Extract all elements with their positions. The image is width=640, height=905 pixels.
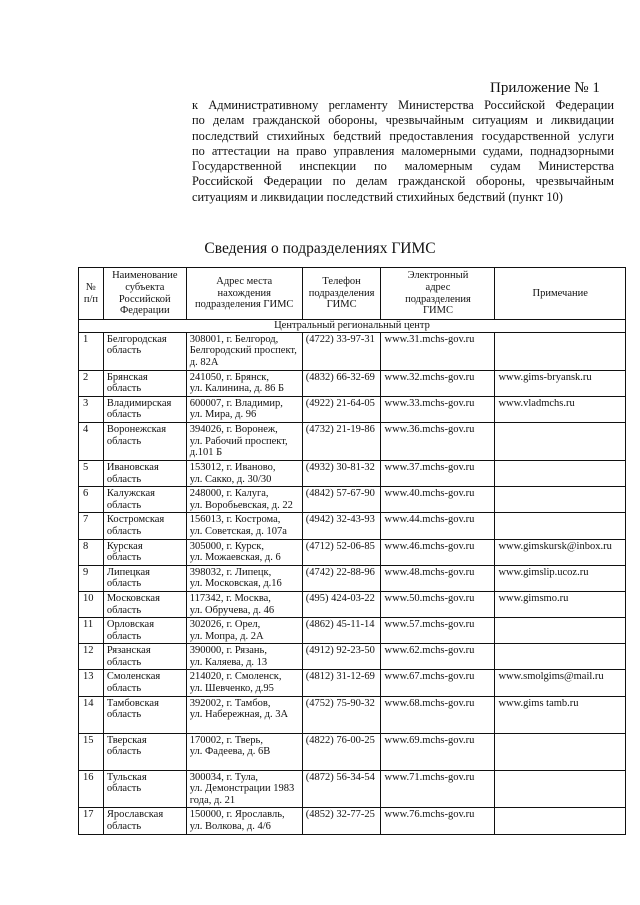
unit-phone: (495) 424-03-22 [302, 591, 381, 617]
unit-note: www.gims tamb.ru [495, 696, 626, 733]
subject-name: Курская область [103, 539, 186, 565]
unit-address: 150000, г. Ярославль, ул. Волкова, д. 4/6 [186, 808, 302, 834]
subject-name: Костромская область [103, 513, 186, 539]
unit-note: www.gimsmo.ru [495, 591, 626, 617]
subject-name: Владимирская область [103, 396, 186, 422]
unit-address: 305000, г. Курск, ул. Можаевская, д. 6 [186, 539, 302, 565]
row-number: 12 [79, 644, 104, 670]
unit-note [495, 460, 626, 486]
header-note: Примечание [495, 268, 626, 320]
regulation-line: ситуациям и ликвидации последствий стихийных бедствий (пункт 10) [192, 189, 563, 204]
table-row [79, 808, 626, 834]
table-row [79, 696, 626, 733]
unit-email: www.48.mchs-gov.ru [381, 565, 495, 591]
row-number: 6 [79, 487, 104, 513]
unit-phone: (4822) 76-00-25 [302, 733, 381, 770]
unit-address: 248000, г. Калуга, ул. Воробьевская, д. 22 [186, 487, 302, 513]
unit-address: 300034, г. Тула, ул. Демонстрации 1983 года, д. 21 [186, 770, 302, 808]
table-header-row [79, 268, 626, 320]
row-number: 15 [79, 733, 104, 770]
row-number: 14 [79, 696, 104, 733]
unit-address: 302026, г. Орел, ул. Мопра, д. 2А [186, 618, 302, 644]
table-row [79, 396, 626, 422]
unit-note: www.gims-bryansk.ru [495, 370, 626, 396]
unit-email: www.62.mchs-gov.ru [381, 644, 495, 670]
unit-address: 392002, г. Тамбов, ул. Набережная, д. 3А [186, 696, 302, 733]
regulation-line: Российской Федерации по делам гражданской обороны, чрезвычайным [192, 174, 614, 189]
row-number: 2 [79, 370, 104, 396]
table-row [79, 591, 626, 617]
gims-units-table [78, 267, 626, 835]
subject-name: Тамбовская область [103, 696, 186, 733]
table-row [79, 618, 626, 644]
unit-note [495, 422, 626, 460]
unit-note [495, 770, 626, 808]
row-number: 10 [79, 591, 104, 617]
header-email: Электронный адрес подразделения ГИМС [381, 268, 495, 320]
header-address: Адрес места нахождения подразделения ГИМС [186, 268, 302, 320]
unit-address: 308001, г. Белгород, Белгородский проспект, д. 82А [186, 332, 302, 370]
unit-address: 153012, г. Иваново, ул. Сакко, д. 30/30 [186, 460, 302, 486]
unit-email: www.44.mchs-gov.ru [381, 513, 495, 539]
header-phone: Телефон подразделения ГИМС [302, 268, 381, 320]
row-number: 8 [79, 539, 104, 565]
unit-phone: (4752) 75-90-32 [302, 696, 381, 733]
unit-address: 156013, г. Кострома, ул. Советская, д. 107а [186, 513, 302, 539]
row-number: 4 [79, 422, 104, 460]
table-row [79, 487, 626, 513]
table-row [79, 670, 626, 696]
unit-phone: (4832) 66-32-69 [302, 370, 381, 396]
unit-phone: (4722) 33-97-31 [302, 332, 381, 370]
unit-phone: (4812) 31-12-69 [302, 670, 381, 696]
table-row [79, 460, 626, 486]
header-subject: Наименование субъекта Российской Федерации [103, 268, 186, 320]
row-number: 7 [79, 513, 104, 539]
unit-phone: (4912) 92-23-50 [302, 644, 381, 670]
unit-note [495, 513, 626, 539]
header-num: № п/п [79, 268, 104, 320]
subject-name: Московская область [103, 591, 186, 617]
unit-email: www.32.mchs-gov.ru [381, 370, 495, 396]
row-number: 5 [79, 460, 104, 486]
unit-address: 394026, г. Воронеж, ул. Рабочий проспект, д.101 Б [186, 422, 302, 460]
section-title: Сведения о подразделениях ГИМС [204, 240, 436, 257]
unit-address: 117342, г. Москва, ул. Обручева, д. 46 [186, 591, 302, 617]
unit-phone: (4742) 22-88-96 [302, 565, 381, 591]
unit-email: www.50.mchs-gov.ru [381, 591, 495, 617]
unit-note: www.gimskursk@inbox.ru [495, 539, 626, 565]
row-number: 9 [79, 565, 104, 591]
table-row [79, 733, 626, 770]
row-number: 17 [79, 808, 104, 834]
unit-email: www.67.mchs-gov.ru [381, 670, 495, 696]
unit-phone: (4872) 56-34-54 [302, 770, 381, 808]
region-label: Центральный региональный центр [79, 320, 626, 333]
unit-phone: (4862) 45-11-14 [302, 618, 381, 644]
region-row [79, 320, 626, 333]
unit-email: www.31.mchs-gov.ru [381, 332, 495, 370]
unit-address: 241050, г. Брянск, ул. Калинина, д. 86 Б [186, 370, 302, 396]
unit-note [495, 618, 626, 644]
subject-name: Ярославская область [103, 808, 186, 834]
unit-email: www.37.mchs-gov.ru [381, 460, 495, 486]
unit-note: www.smolgims@mail.ru [495, 670, 626, 696]
subject-name: Тульская область [103, 770, 186, 808]
unit-email: www.40.mchs-gov.ru [381, 487, 495, 513]
table-row [79, 539, 626, 565]
regulation-reference [192, 98, 614, 205]
subject-name: Смоленская область [103, 670, 186, 696]
row-number: 13 [79, 670, 104, 696]
subject-name: Липецкая область [103, 565, 186, 591]
unit-email: www.36.mchs-gov.ru [381, 422, 495, 460]
unit-email: www.57.mchs-gov.ru [381, 618, 495, 644]
unit-address: 398032, г. Липецк, ул. Московская, д.16 [186, 565, 302, 591]
unit-phone: (4852) 32-77-25 [302, 808, 381, 834]
subject-name: Рязанская область [103, 644, 186, 670]
subject-name: Тверская область [103, 733, 186, 770]
unit-email: www.68.mchs-gov.ru [381, 696, 495, 733]
regulation-line: к Административному регламенту Министерства Российской Федерации [192, 98, 614, 112]
subject-name: Ивановская область [103, 460, 186, 486]
table-row [79, 370, 626, 396]
subject-name: Орловская область [103, 618, 186, 644]
unit-phone: (4712) 52-06-85 [302, 539, 381, 565]
row-number: 3 [79, 396, 104, 422]
row-number: 16 [79, 770, 104, 808]
unit-note [495, 733, 626, 770]
subject-name: Брянская область [103, 370, 186, 396]
unit-phone: (4732) 21-19-86 [302, 422, 381, 460]
unit-note [495, 332, 626, 370]
unit-address: 390000, г. Рязань, ул. Каляева, д. 13 [186, 644, 302, 670]
unit-address: 214020, г. Смоленск, ул. Шевченко, д.95 [186, 670, 302, 696]
unit-address: 600007, г. Владимир, ул. Мира, д. 96 [186, 396, 302, 422]
unit-email: www.71.mchs-gov.ru [381, 770, 495, 808]
subject-name: Воронежская область [103, 422, 186, 460]
unit-phone: (4942) 32-43-93 [302, 513, 381, 539]
unit-note [495, 808, 626, 834]
table-row [79, 332, 626, 370]
regulation-line: по делам гражданской обороны, чрезвычайным ситуациям и ликвидации [192, 113, 614, 128]
unit-phone: (4922) 21-64-05 [302, 396, 381, 422]
regulation-line: последствий стихийных бедствий предоставления государственной услуги [192, 128, 614, 143]
unit-address: 170002, г. Тверь, ул. Фадеева, д. 6В [186, 733, 302, 770]
unit-note: www.vladmchs.ru [495, 396, 626, 422]
unit-email: www.46.mchs-gov.ru [381, 539, 495, 565]
table-row [79, 770, 626, 808]
table-row [79, 644, 626, 670]
regulation-line: по аттестации на право управления маломерными судами, поднадзорными [192, 143, 614, 158]
unit-note [495, 487, 626, 513]
unit-email: www.76.mchs-gov.ru [381, 808, 495, 834]
table-row [79, 513, 626, 539]
unit-email: www.69.mchs-gov.ru [381, 733, 495, 770]
row-number: 11 [79, 618, 104, 644]
regulation-line: Государственной инспекции по маломерным судам Министерства [192, 159, 614, 174]
subject-name: Калужская область [103, 487, 186, 513]
unit-email: www.33.mchs-gov.ru [381, 396, 495, 422]
appendix-title: Приложение № 1 [490, 80, 600, 96]
unit-phone: (4842) 57-67-90 [302, 487, 381, 513]
table-row [79, 422, 626, 460]
row-number: 1 [79, 332, 104, 370]
unit-note: www.gimslip.ucoz.ru [495, 565, 626, 591]
subject-name: Белгородская область [103, 332, 186, 370]
table-row [79, 565, 626, 591]
unit-note [495, 644, 626, 670]
unit-phone: (4932) 30-81-32 [302, 460, 381, 486]
